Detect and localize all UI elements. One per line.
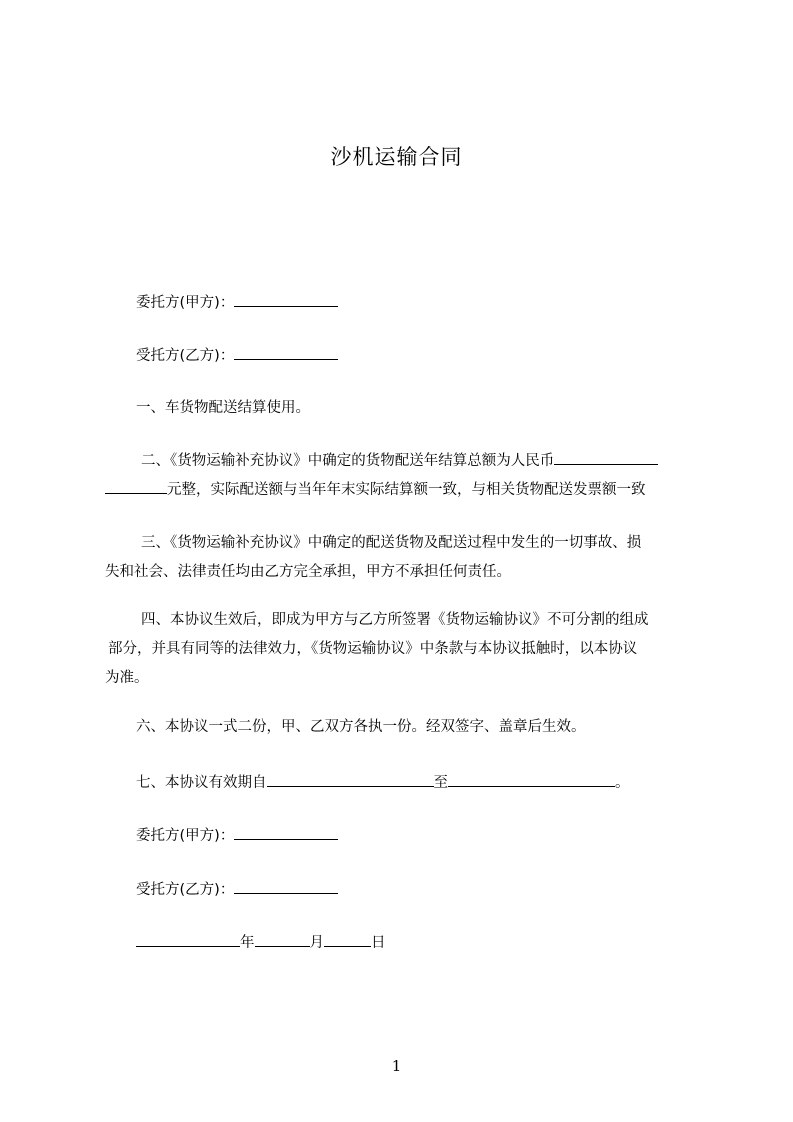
party-a-line xyxy=(136,291,338,313)
sign-party-b-blank[interactable] xyxy=(234,878,338,894)
clause-2-row-2 xyxy=(105,476,705,505)
sign-party-b-label: 受托方(乙方)： xyxy=(136,882,235,898)
clause-4-row-3: 为准。 xyxy=(105,670,149,686)
sign-party-a-label: 委托方(甲方)： xyxy=(136,828,235,844)
amount-blank-1[interactable] xyxy=(554,449,658,465)
clause-2-text-1: 二、《货物运输补充协议》中确定的货物配送年结算总额为人民币 xyxy=(141,453,555,469)
date-month-label: 月 xyxy=(309,935,324,951)
signature-date-line xyxy=(136,931,386,953)
clause-7-middle: 至 xyxy=(433,775,448,791)
page-number: 1 xyxy=(391,1057,402,1075)
sign-party-a-line xyxy=(136,824,338,846)
clause-7 xyxy=(136,771,630,793)
amount-blank-2[interactable] xyxy=(105,478,167,494)
clause-6: 六、本协议一式二份，甲、乙双方各执一份。经双签字、盖章后生效。 xyxy=(136,719,586,735)
day-blank[interactable] xyxy=(324,931,371,947)
clause-7-prefix: 七、本协议有效期自 xyxy=(136,775,267,791)
clause-2 xyxy=(105,447,705,505)
year-blank[interactable] xyxy=(136,931,240,947)
party-a-blank[interactable] xyxy=(234,291,338,307)
clause-3-row-1: 三、《货物运输补充协议》中确定的配送货物及配送过程中发生的一切事故、损 xyxy=(141,535,642,551)
clause-3 xyxy=(105,529,705,587)
clause-4-row-1: 四、本协议生效后，即成为甲方与乙方所签署《货物运输协议》不可分割的组成 xyxy=(141,612,649,628)
sign-party-b-line xyxy=(136,878,338,900)
clause-2-text-2: 元整，实际配送额与当年年末实际结算额一致，与相关货物配送发票额一致 xyxy=(167,482,646,498)
date-year-label: 年 xyxy=(240,935,255,951)
clause-4 xyxy=(105,606,705,693)
end-date-blank[interactable] xyxy=(448,771,615,787)
party-b-label: 受托方(乙方)： xyxy=(136,348,235,364)
clause-3-row-2: 失和社会、法律责任均由乙方完全承担，甲方不承担任何责任。 xyxy=(105,564,511,580)
clause-7-suffix: 。 xyxy=(615,775,630,791)
date-day-label: 日 xyxy=(371,935,386,951)
clause-4-row-2: 部分，并具有同等的法律效力，《货物运输协议》中条款与本协议抵触时，以本协议 xyxy=(108,641,638,657)
sign-party-a-blank[interactable] xyxy=(234,824,338,840)
party-b-blank[interactable] xyxy=(234,344,338,360)
clause-2-row-1 xyxy=(105,447,705,476)
start-date-blank[interactable] xyxy=(267,771,434,787)
party-a-label: 委托方(甲方)： xyxy=(136,295,235,311)
month-blank[interactable] xyxy=(255,931,310,947)
document-title: 沙机运输合同 xyxy=(330,145,463,169)
party-b-line xyxy=(136,344,338,366)
clause-1: 一、车货物配送结算使用。 xyxy=(136,400,310,416)
